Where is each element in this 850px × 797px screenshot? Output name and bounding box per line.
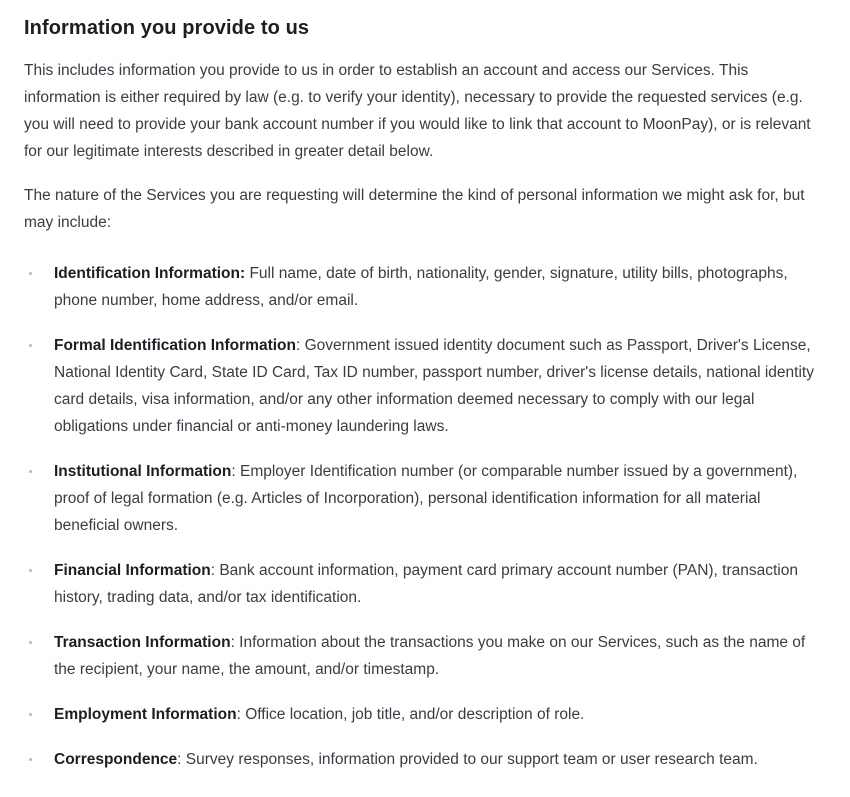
section-title: Information you provide to us: [24, 17, 310, 39]
bullet-icon: [29, 272, 32, 275]
item-description: Full name, date of birth, nationality, gender, signature, utility bills, photographs, phone number, home address, and/or email.: [54, 265, 788, 309]
list-item-transaction: [24, 629, 828, 683]
item-term: Identification Information:: [54, 265, 246, 282]
list-item-identification: [24, 260, 828, 314]
bullet-icon: [29, 470, 32, 473]
list-item-formal-identification: [24, 332, 828, 440]
item-description: : Survey responses, information provided to our support team or user research team.: [177, 751, 758, 768]
item-term: Institutional Information: [54, 463, 232, 480]
bullet-icon: [29, 344, 32, 347]
item-term: Transaction Information: [54, 634, 231, 651]
item-description: : Government issued identity document such as Passport, Driver's License, National Identity Card, State ID Card, Tax ID number, passport number, driver's license details, national identity card details, visa information, and/or any other information deemed necessary to comply with our legal obligations under financial or anti-money laundering laws.: [54, 337, 814, 435]
item-term: Financial Information: [54, 562, 211, 579]
info-list: [24, 260, 828, 773]
bullet-icon: [29, 758, 32, 761]
bullet-icon: [29, 641, 32, 644]
item-term: Employment Information: [54, 706, 237, 723]
list-item-employment: [24, 701, 828, 728]
item-description: : Office location, job title, and/or description of role.: [236, 706, 585, 723]
list-item-correspondence: [24, 746, 828, 773]
bullet-icon: [29, 713, 32, 716]
bullet-icon: [29, 569, 32, 572]
item-description: : Bank account information, payment card primary account number (PAN), transaction history, trading data, and/or tax identification.: [54, 562, 798, 606]
list-item-financial: [24, 557, 828, 611]
item-term: Correspondence: [54, 751, 178, 768]
lead-paragraph: The nature of the Services you are requesting will determine the kind of personal information we might ask for, but may include:: [24, 187, 805, 231]
item-description: : Employer Identification number (or comparable number issued by a government), proof of legal formation (e.g. Articles of Incorporation), personal identification information for all material beneficial owners.: [54, 463, 798, 534]
intro-paragraph: This includes information you provide to us in order to establish an account and access our Services. This information is either required by law (e.g. to verify your identity), necessary to provide the requested services (e.g. you will need to provide your bank account number if you would like to link that account to MoonPay), or is relevant for our legitimate interests described in greater detail below.: [24, 62, 811, 160]
item-term: Formal Identification Information: [54, 337, 296, 354]
list-item-institutional: [24, 458, 828, 539]
item-description: : Information about the transactions you make on our Services, such as the name of the recipient, your name, the amount, and/or timestamp.: [54, 634, 806, 678]
